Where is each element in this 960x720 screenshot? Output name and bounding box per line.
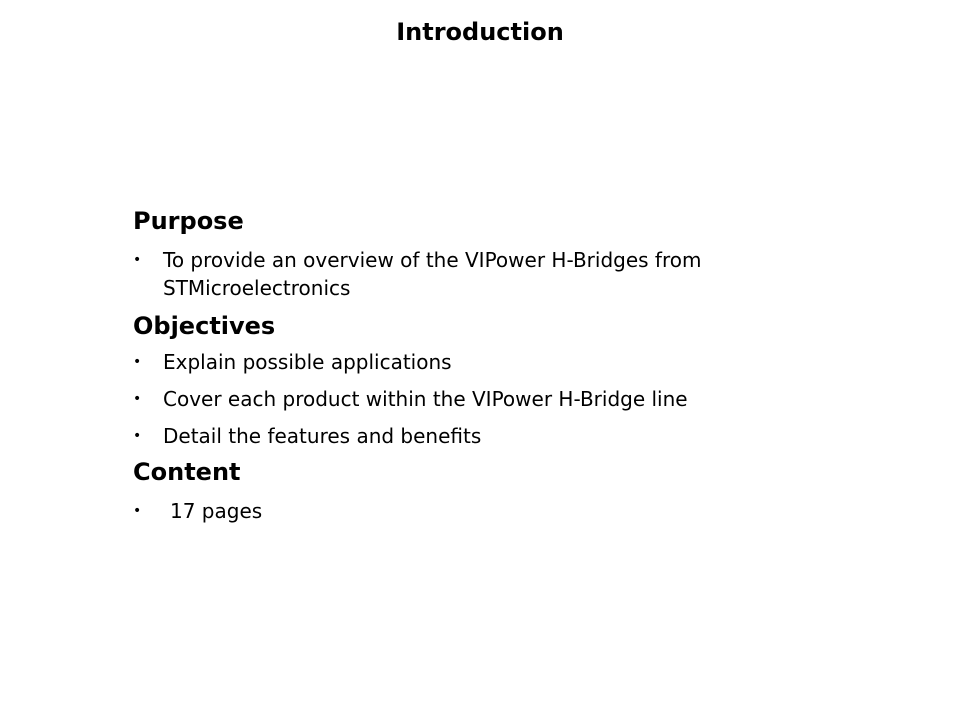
- bullet-text: Detail the features and benefits: [163, 424, 482, 448]
- bullet-text: 17 pages: [170, 499, 263, 523]
- section-purpose: [133, 203, 853, 302]
- bullet-list-objectives: [133, 348, 853, 450]
- slide-title: Introduction: [396, 18, 564, 46]
- bullet-text: Cover each product within the VIPower H-Bridge line: [163, 387, 688, 411]
- bullet-icon: •: [133, 428, 142, 444]
- bullet-list-purpose: [133, 246, 853, 302]
- section-heading-objectives: Objectives: [133, 312, 276, 340]
- slide-body: [133, 203, 853, 525]
- list-item: [133, 246, 853, 302]
- bullet-list-content: [133, 497, 853, 525]
- bullet-text: Explain possible applications: [163, 350, 452, 374]
- list-item: [133, 348, 853, 376]
- list-item: [133, 385, 853, 413]
- section-heading-purpose: Purpose: [133, 207, 244, 235]
- bullet-icon: •: [133, 391, 142, 407]
- bullet-icon: •: [133, 354, 142, 370]
- bullet-text: To provide an overview of the VIPower H-Bridges from STMicroelectronics: [163, 248, 702, 300]
- bullet-icon: •: [133, 252, 142, 268]
- section-heading-content: Content: [133, 458, 241, 486]
- list-item: [133, 422, 853, 450]
- section-objectives: [133, 308, 853, 450]
- list-item: [133, 497, 853, 525]
- section-content: [133, 454, 853, 525]
- bullet-icon: •: [133, 503, 142, 519]
